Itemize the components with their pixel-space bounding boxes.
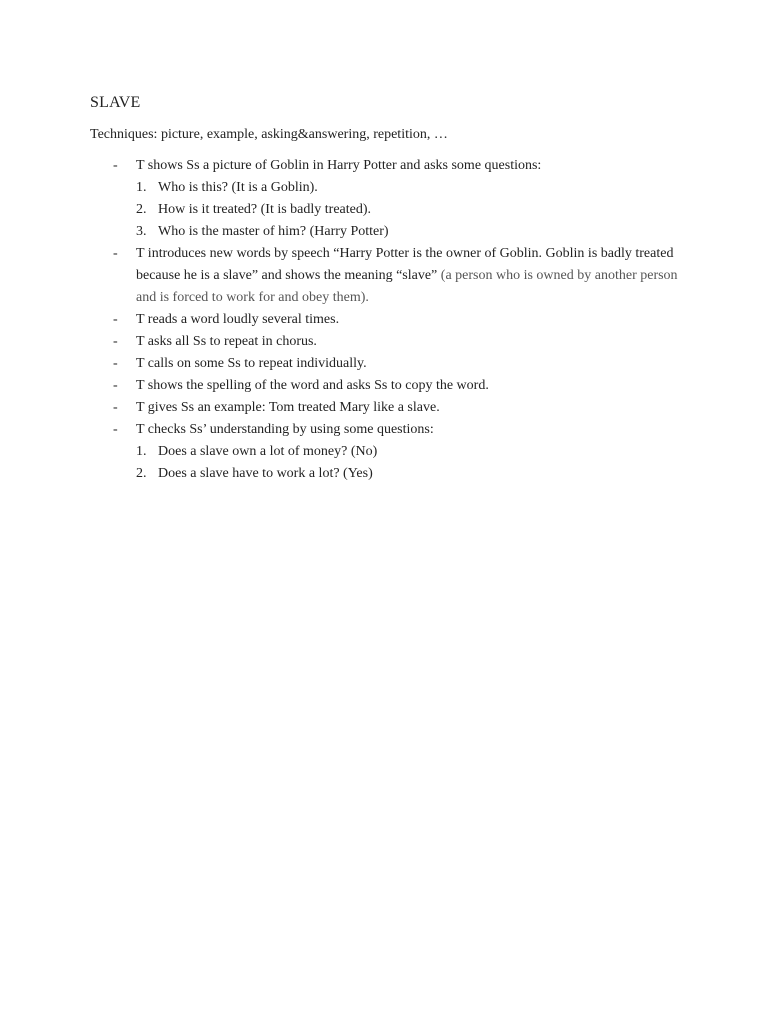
step-text: T introduces new words by speech “Harry Potter is the owner of Goblin. Goblin is badly treated because he is a slave” and shows the meaning “slave”: [136, 246, 674, 283]
question-item: [136, 199, 683, 221]
document-title: SLAVE: [90, 94, 141, 111]
bullet-dash: -: [113, 378, 118, 393]
step-item: [113, 353, 683, 375]
step-text: T gives Ss an example: Tom treated Mary like a slave.: [136, 400, 440, 415]
question-number: 3.: [136, 224, 147, 239]
step-list: [113, 155, 683, 485]
step-text: T asks all Ss to repeat in chorus.: [136, 334, 317, 349]
bullet-dash: -: [113, 356, 118, 371]
question-number: 2.: [136, 466, 147, 481]
question-number: 1.: [136, 444, 147, 459]
question-text: How is it treated? (It is badly treated).: [158, 202, 372, 217]
question-item: [136, 221, 683, 243]
question-number: 1.: [136, 180, 147, 195]
question-item: [136, 177, 683, 199]
step-text: T shows the spelling of the word and asks Ss to copy the word.: [136, 378, 489, 393]
question-item: [136, 463, 683, 485]
step-item: [113, 309, 683, 331]
question-list: [136, 177, 683, 243]
question-item: [136, 441, 683, 463]
step-item: [113, 331, 683, 353]
step-item: [113, 397, 683, 419]
question-text: Who is this? (It is a Goblin).: [158, 180, 318, 195]
question-list: [136, 441, 683, 485]
step-item: [113, 155, 683, 243]
question-text: Who is the master of him? (Harry Potter): [158, 224, 389, 239]
bullet-dash: -: [113, 334, 118, 349]
step-text: T reads a word loudly several times.: [136, 312, 340, 327]
bullet-dash: -: [113, 422, 118, 437]
step-text: T calls on some Ss to repeat individually.: [136, 356, 367, 371]
step-text: T shows Ss a picture of Goblin in Harry Potter and asks some questions:: [136, 158, 542, 173]
step-item: [113, 243, 683, 309]
bullet-dash: -: [113, 158, 118, 173]
step-item: [113, 419, 683, 485]
bullet-dash: -: [113, 312, 118, 327]
step-item: [113, 375, 683, 397]
question-number: 2.: [136, 202, 147, 217]
question-text: Does a slave have to work a lot? (Yes): [158, 466, 373, 481]
definition-text: (a person who is owned by another person and is forced to work for and obey them).: [136, 268, 678, 305]
techniques-line: Techniques: picture, example, asking&answering, repetition, …: [90, 127, 448, 142]
bullet-dash: -: [113, 246, 118, 261]
bullet-dash: -: [113, 400, 118, 415]
step-text: T checks Ss’ understanding by using some questions:: [136, 422, 434, 437]
question-text: Does a slave own a lot of money? (No): [158, 444, 378, 459]
